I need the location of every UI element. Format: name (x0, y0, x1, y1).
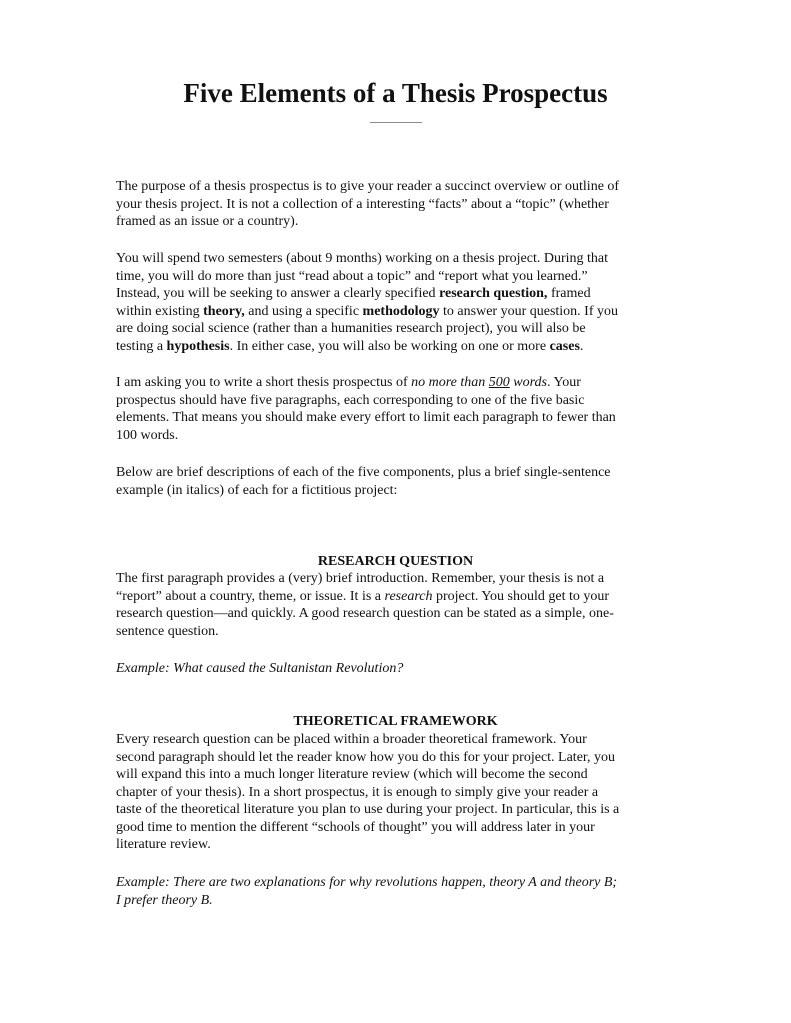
text-line: are doing social science (rather than a humanities research project), you will also be (116, 321, 586, 336)
emphasis-research: research (384, 588, 433, 604)
text-line: second paragraph should let the reader know how you do this for your project. Later, you (116, 749, 616, 765)
text-line: 100 words. (116, 427, 179, 443)
text-line: literature review. (116, 837, 211, 852)
theoretical-framework-example (116, 874, 676, 909)
intro-paragraph-2 (116, 250, 676, 355)
text-run: “report” about a country, theme, or issue. It is a (116, 588, 385, 604)
title-divider (370, 122, 422, 123)
text-line: good time to mention the different “schools of thought” you will address later in your (116, 819, 595, 835)
emphasis-theory: theory, (203, 303, 245, 319)
theoretical-framework-paragraph (116, 731, 676, 854)
intro-paragraph-1 (116, 178, 676, 231)
research-question-paragraph (116, 570, 676, 640)
text-line: Example: There are two explanations for why revolutions happen, theory A and theory B; (116, 875, 618, 890)
text-run: within existing (116, 303, 204, 319)
text-line: prospectus should have five paragraphs, each corresponding to one of the five basic (116, 392, 585, 408)
text-run: to answer your question. If you (439, 303, 618, 319)
text-line (116, 285, 676, 303)
text-line: research question—and quickly. A good research question can be stated as a simple, one- (116, 606, 614, 621)
text-line: example (in italics) of each for a fictitious project: (116, 482, 398, 498)
text-line: chapter of your thesis). In a short prospectus, it is enough to simply give your reader a (116, 784, 599, 800)
section-heading-research-question: RESEARCH QUESTION (317, 554, 474, 569)
text-run: . (579, 338, 584, 354)
text-line: The purpose of a thesis prospectus is to give your reader a succinct overview or outline of (116, 179, 620, 194)
text-line: The first paragraph provides a (very) brief introduction. Remember, your thesis is not a (116, 571, 605, 586)
text-line: Every research question can be placed within a broader theoretical framework. Your (116, 732, 587, 747)
emphasis-research-question: research question, (439, 286, 548, 301)
text-line: taste of the theoretical literature you plan to use during your project. In particular, this is a (116, 802, 620, 817)
text-line: your thesis project. It is not a collection of a interesting “facts” about a “topic” (whether (116, 196, 609, 212)
text-line: sentence question. (116, 623, 219, 639)
text-line: time, you will do more than just “read about a topic” and “report what you learned.” (116, 268, 588, 284)
text-line (116, 588, 676, 606)
text-line: elements. That means you should make every effort to limit each paragraph to fewer than (116, 410, 616, 425)
text-run: framed (547, 286, 591, 301)
text-line: Example: What caused the Sultanistan Revolution? (116, 661, 404, 676)
section-heading-theoretical-framework: THEORETICAL FRAMEWORK (293, 714, 498, 729)
text-line: I prefer theory B. (116, 892, 213, 908)
text-run: . Your (547, 375, 581, 390)
text-run: testing a (116, 338, 167, 354)
text-run: Instead, you will be seeking to answer a clearly specified (116, 286, 440, 301)
text-run: and using a specific (244, 303, 363, 319)
emphasis-methodology: methodology (362, 303, 440, 319)
text-line (116, 303, 676, 321)
intro-paragraph-3 (116, 374, 676, 444)
text-run: . In either case, you will also be working on one or more (229, 338, 550, 354)
intro-paragraph-4 (116, 464, 676, 499)
text-run: project. You should get to your (432, 588, 610, 604)
text-line (116, 338, 676, 356)
text-line: Below are brief descriptions of each of the five components, plus a brief single-sentence (116, 465, 611, 480)
emphasis-500: 500 (488, 375, 510, 390)
text-line: framed as an issue or a country). (116, 214, 299, 229)
research-question-example (116, 660, 676, 678)
text-line (116, 374, 676, 392)
emphasis-words: words (509, 375, 547, 390)
text-line: You will spend two semesters (about 9 months) working on a thesis project. During that (116, 251, 609, 266)
emphasis-cases: cases (549, 338, 580, 354)
page-title: Five Elements of a Thesis Prospectus (183, 78, 608, 108)
text-line: will expand this into a much longer literature review (which will become the second (116, 767, 588, 782)
emphasis-hypothesis: hypothesis (166, 338, 230, 354)
emphasis-word-limit: no more than (411, 375, 489, 390)
text-run: I am asking you to write a short thesis prospectus of (116, 375, 412, 390)
